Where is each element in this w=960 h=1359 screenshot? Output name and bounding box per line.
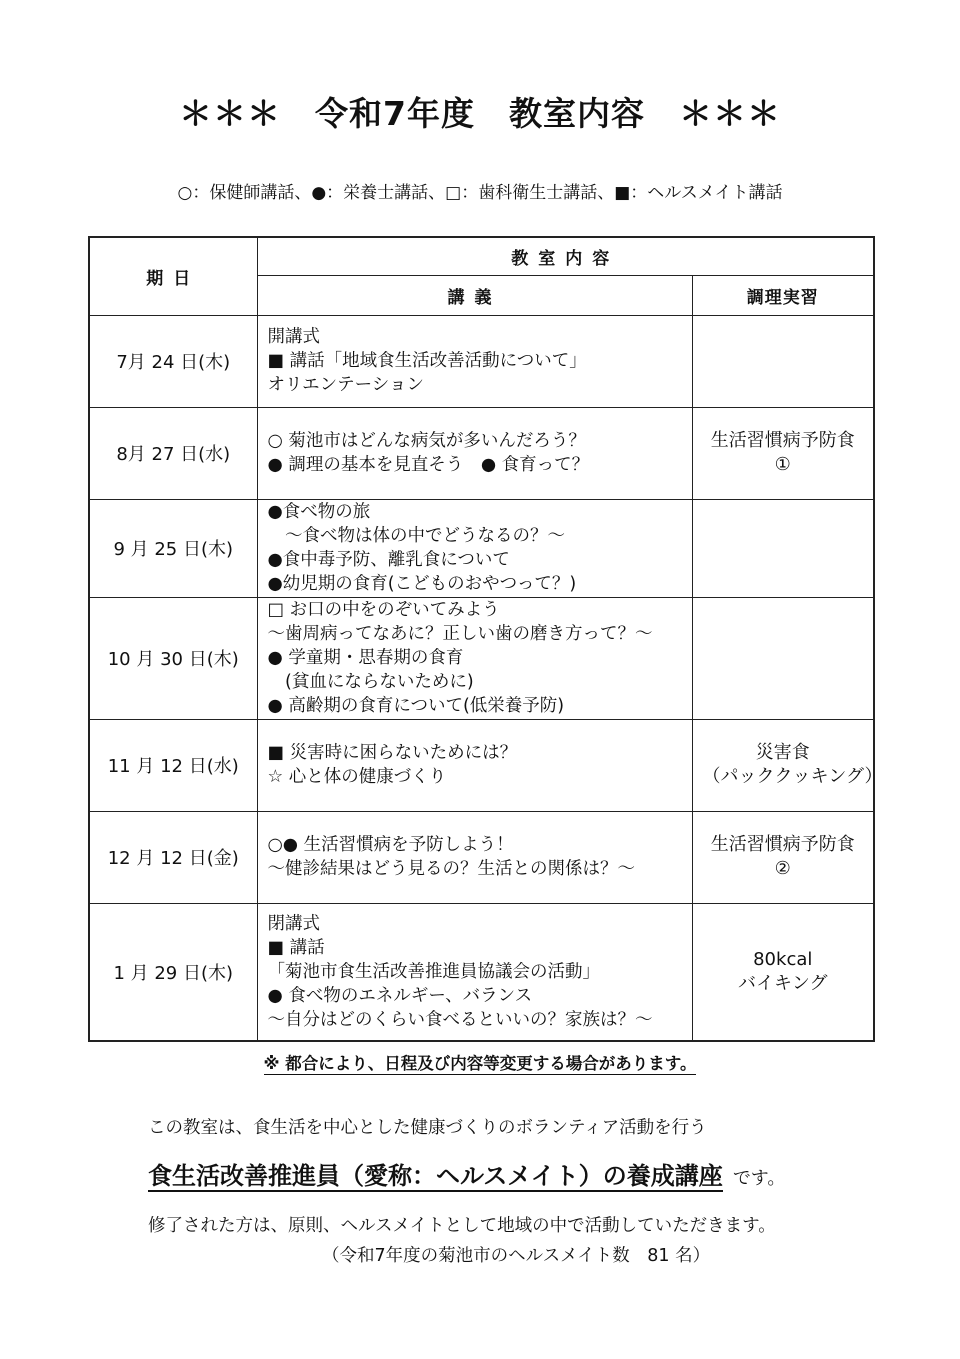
header-content: 教室内容 — [257, 237, 874, 275]
schedule-row — [89, 597, 874, 719]
row-cooking — [692, 407, 874, 499]
lecture-line: ● 食べ物のエネルギー、バランス — [267, 985, 533, 1006]
row-date: 10 月 30 日(木) — [89, 597, 257, 719]
row-date: 9 月 25 日(木) — [89, 499, 257, 597]
row-date: 1 月 29 日(木) — [89, 903, 257, 1041]
lecture-line: 閉講式 — [267, 913, 320, 934]
lecture-line: ～健診結果はどう見るの？生活との関係は？～ — [267, 859, 635, 879]
row-lecture — [257, 719, 692, 811]
schedule-row — [89, 811, 874, 903]
lecture-line: ●幼児期の食育(こどものおやつって？) — [267, 574, 577, 594]
schedule-table — [88, 236, 883, 1042]
cooking-line: 80kcal — [753, 948, 813, 970]
row-cooking — [692, 719, 883, 811]
schedule-row — [89, 407, 874, 499]
row-lecture — [257, 315, 692, 407]
cooking-line: ② — [774, 858, 791, 879]
schedule-row — [89, 719, 874, 811]
footer-para-4: （令和7年度の菊池市のヘルスメイト数 81 名） — [322, 1246, 711, 1266]
lecture-line: ○● 生活習慣病を予防しよう！ — [267, 835, 514, 855]
schedule-note: ※ 都合により、日程及び内容等変更する場合があります。 — [263, 1054, 697, 1073]
lecture-line: (貧血にならないために) — [267, 672, 474, 692]
row-lecture — [257, 811, 692, 903]
row-lecture — [257, 903, 692, 1041]
cooking-line: バイキング — [738, 972, 828, 994]
lecture-line: ～歯周病ってなあに？正しい歯の磨き方って？～ — [267, 624, 653, 644]
schedule-row — [89, 315, 874, 407]
header-cooking: 調理実習 — [692, 275, 874, 315]
lecture-line: ● 学童期・思春期の食育 — [267, 648, 464, 668]
row-date: 11 月 12 日(水) — [89, 719, 257, 811]
lecture-line: ■ 講話 — [267, 937, 325, 958]
cooking-line: ① — [774, 454, 791, 475]
row-lecture — [257, 597, 692, 719]
lecture-line: ●食べ物の旅 — [267, 502, 371, 522]
row-cooking — [692, 811, 874, 903]
schedule-row — [89, 499, 874, 597]
footer-para-3: 修了された方は、原則、ヘルスメイトとして地域の中で活動していただきます。 — [148, 1216, 776, 1236]
header-date: 期日 — [89, 237, 257, 315]
cooking-line: 生活習慣病予防食 — [710, 834, 855, 855]
footer-para-1: この教室は、食生活を中心とした健康づくりのボランティア活動を行う — [148, 1118, 707, 1138]
lecture-line: ～食べ物は体の中でどうなるの？～ — [267, 526, 565, 546]
lecture-line: 開講式 — [267, 327, 320, 347]
lecture-line: ● 調理の基本を見直そう ● 食育って？ — [267, 455, 590, 475]
row-cooking — [692, 499, 874, 597]
cooking-line: 生活習慣病予防食 — [710, 430, 855, 451]
page-title: ＊＊＊ 令和7年度 教室内容 ＊＊＊ — [179, 94, 781, 133]
lecture-line: ■ 講話「地域食生活改善活動について」 — [267, 351, 587, 371]
lecture-line: ● 高齢期の食育について(低栄養予防) — [267, 696, 565, 716]
header-lecture: 講義 — [257, 275, 692, 315]
cooking-line: （パッククッキング） — [702, 766, 883, 787]
schedule-row — [89, 903, 874, 1041]
lecture-line: 「菊池市食生活改善推進員協議会の活動」 — [267, 961, 600, 982]
row-date: 12 月 12 日(金) — [89, 811, 257, 903]
row-lecture — [257, 407, 692, 499]
lecture-line: ～自分はどのくらい食べるといいの？家族は？～ — [267, 1009, 653, 1030]
legend-text: ○：保健師講話、●：栄養士講話、□：歯科衛生士講話、■：ヘルスメイト講話 — [177, 183, 783, 203]
row-cooking — [692, 903, 874, 1041]
row-date: 7月 24 日(木) — [89, 315, 257, 407]
lecture-line: □ お口の中をのぞいてみよう — [267, 600, 500, 620]
row-lecture — [257, 499, 692, 597]
lecture-line: ■ 災害時に困らないためには？ — [267, 743, 518, 763]
lecture-line: ☆ 心と体の健康づくり — [267, 767, 447, 787]
footer-para-2 — [148, 1156, 785, 1191]
course-name: 食生活改善推進員（愛称：ヘルスメイト）の養成講座 — [148, 1162, 723, 1190]
lecture-line: ●食中毒予防、離乳食について — [267, 550, 510, 570]
lecture-line: オリエンテーション — [267, 375, 424, 395]
row-cooking — [692, 597, 874, 719]
lecture-line: ○ 菊池市はどんな病気が多いんだろう？ — [267, 431, 586, 451]
row-date: 8月 27 日(水) — [89, 407, 257, 499]
row-cooking — [692, 315, 874, 407]
cooking-line: 災害食 — [755, 742, 810, 763]
course-name-tail: です。 — [732, 1168, 786, 1189]
